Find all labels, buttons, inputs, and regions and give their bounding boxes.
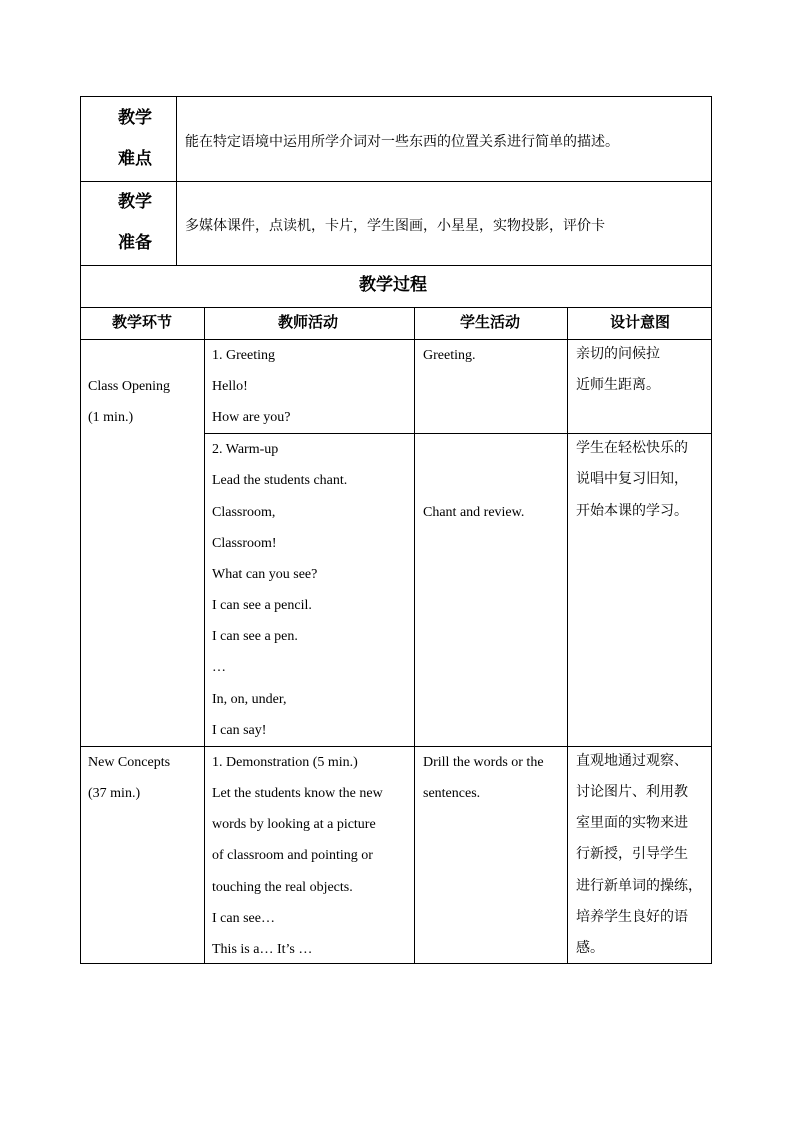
row-divider [81, 746, 711, 747]
column-divider [204, 307, 205, 963]
column-header-teacher: 教师活动 [278, 313, 339, 331]
stage-class-opening: Class Opening [88, 379, 171, 394]
lesson-plan-table [80, 96, 712, 964]
design-intent-line: 直观地通过观察、 [576, 753, 688, 769]
teacher-activity-line: This is a… It’s … [212, 942, 313, 957]
stage-duration: (37 min.) [88, 786, 141, 801]
teacher-activity-line: touching the real objects. [212, 880, 353, 895]
row-divider [81, 339, 711, 340]
student-activity: Chant and review. [423, 505, 525, 520]
preparation-label: 教学 [118, 192, 152, 212]
difficulty-label: 教学 [118, 108, 152, 128]
design-intent-line: 感。 [576, 940, 604, 956]
design-intent-line: 培养学生良好的语 [576, 909, 688, 925]
teacher-activity-line: I can say! [212, 723, 267, 738]
student-activity-line: sentences. [423, 786, 481, 801]
difficulty-label: 难点 [118, 149, 152, 169]
teacher-activity-line: How are you? [212, 410, 291, 425]
student-activity-line: Drill the words or the [423, 755, 544, 770]
teacher-activity-line: 1. Demonstration (5 min.) [212, 755, 358, 770]
preparation-label: 准备 [118, 233, 152, 253]
teacher-activity-line: What can you see? [212, 567, 318, 582]
teacher-activity-line: Classroom, [212, 505, 276, 520]
design-intent-line: 学生在轻松快乐的 [576, 440, 688, 456]
difficulty-content: 能在特定语境中运用所学介词对一些东西的位置关系进行简单的描述。 [185, 134, 619, 150]
column-divider [176, 97, 177, 265]
teacher-activity-line: Lead the students chant. [212, 473, 348, 488]
teacher-activity-line: … [212, 660, 226, 675]
row-divider [81, 265, 711, 266]
teacher-activity-line: 1. Greeting [212, 348, 275, 363]
design-intent-line: 近师生距离。 [576, 377, 660, 393]
column-header-intent: 设计意图 [610, 313, 671, 331]
column-header-student: 学生活动 [460, 313, 521, 331]
row-divider [204, 433, 711, 434]
teacher-activity-line: Classroom! [212, 536, 277, 551]
column-divider [414, 307, 415, 963]
teacher-activity-line: Let the students know the new [212, 786, 383, 801]
column-header-stage: 教学环节 [112, 313, 173, 331]
column-divider [567, 307, 568, 963]
teacher-activity-line: I can see… [212, 911, 275, 926]
student-activity: Greeting. [423, 348, 476, 363]
teacher-activity-line: Hello! [212, 379, 248, 394]
teacher-activity-line: I can see a pencil. [212, 598, 312, 613]
teacher-activity-line: In, on, under, [212, 692, 287, 707]
teacher-activity-line: words by looking at a picture [212, 817, 376, 832]
teacher-activity-line: of classroom and pointing or [212, 848, 373, 863]
design-intent-line: 开始本课的学习。 [576, 503, 688, 519]
design-intent-line: 讨论图片、利用教 [576, 784, 688, 800]
stage-duration: (1 min.) [88, 410, 134, 425]
process-title: 教学过程 [359, 275, 427, 295]
teacher-activity-line: I can see a pen. [212, 629, 298, 644]
design-intent-line: 亲切的问候拉 [576, 346, 660, 362]
design-intent-line: 行新授，引导学生 [576, 846, 688, 862]
design-intent-line: 室里面的实物来进 [576, 815, 688, 831]
stage-new-concepts: New Concepts [88, 755, 171, 770]
teacher-activity-line: 2. Warm-up [212, 442, 279, 457]
design-intent-line: 说唱中复习旧知， [576, 471, 688, 487]
row-divider [81, 307, 711, 308]
preparation-content: 多媒体课件，点读机，卡片，学生图画，小星星，实物投影，评价卡 [185, 218, 605, 234]
design-intent-line: 进行新单词的操练， [576, 878, 702, 894]
